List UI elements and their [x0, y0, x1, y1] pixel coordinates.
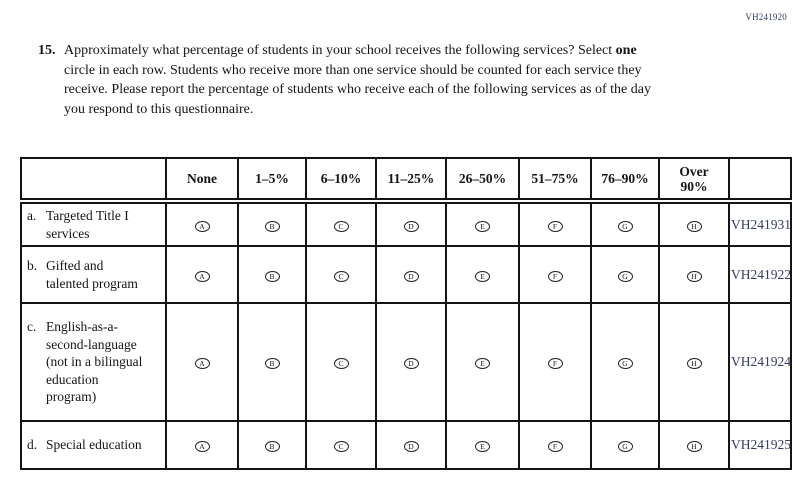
option-cell-g [591, 201, 659, 246]
option-bubble-e[interactable]: E [475, 441, 490, 452]
column-header-label: 6–10% [320, 171, 362, 186]
option-bubble-h[interactable]: H [687, 221, 702, 232]
option-cell-b [238, 421, 306, 469]
option-bubble-a[interactable]: A [195, 358, 210, 369]
option-cell-c [306, 421, 376, 469]
table-header-row [21, 158, 791, 201]
option-cell-f [519, 303, 591, 421]
option-bubble-c[interactable]: C [334, 271, 349, 282]
option-cell-a [166, 201, 238, 246]
option-cell-c [306, 246, 376, 303]
option-cell-g [591, 303, 659, 421]
option-bubble-a[interactable]: A [195, 271, 210, 282]
row-label-text: English-as-a-second-language (not in a bilingual education program) [46, 319, 143, 405]
row-letter: a. [27, 208, 37, 223]
column-header-label: 1–5% [255, 171, 289, 186]
option-cell-f [519, 421, 591, 469]
option-bubble-c[interactable]: C [334, 221, 349, 232]
option-bubble-f[interactable]: F [548, 441, 563, 452]
form-code: VH241920 [745, 12, 787, 22]
option-bubble-a[interactable]: A [195, 441, 210, 452]
option-bubble-a[interactable]: A [195, 221, 210, 232]
option-bubble-h[interactable]: H [687, 271, 702, 282]
question-number: 15. [38, 43, 56, 58]
option-cell-e [446, 201, 519, 246]
row-code: VH241922 [729, 246, 791, 303]
option-cell-h [659, 421, 729, 469]
option-bubble-e[interactable]: E [475, 221, 490, 232]
option-bubble-b[interactable]: B [265, 358, 280, 369]
option-cell-h [659, 246, 729, 303]
option-bubble-g[interactable]: G [618, 271, 633, 282]
option-bubble-b[interactable]: B [265, 271, 280, 282]
option-cell-e [446, 303, 519, 421]
option-bubble-c[interactable]: C [334, 441, 349, 452]
header-code-cell [729, 158, 791, 201]
row-label-cell [21, 303, 166, 421]
option-bubble-g[interactable]: G [618, 358, 633, 369]
row-label-cell [21, 201, 166, 246]
column-header-over-90pct [659, 158, 729, 201]
row-letter: b. [27, 258, 38, 273]
option-bubble-h[interactable]: H [687, 358, 702, 369]
option-cell-b [238, 201, 306, 246]
option-bubble-c[interactable]: C [334, 358, 349, 369]
row-label-text: Special education [46, 437, 142, 453]
option-cell-b [238, 246, 306, 303]
column-header-6-10pct [306, 158, 376, 201]
option-bubble-e[interactable]: E [475, 271, 490, 282]
question-text [64, 41, 656, 119]
question-text-bold-word: one [615, 43, 637, 58]
option-bubble-g[interactable]: G [618, 221, 633, 232]
column-header-label: 76–90% [601, 171, 649, 186]
option-cell-d [376, 303, 446, 421]
option-bubble-d[interactable]: D [404, 271, 419, 282]
column-header-label: 26–50% [458, 171, 507, 186]
table-row-targeted-title-i [21, 201, 791, 246]
option-cell-g [591, 421, 659, 469]
option-bubble-f[interactable]: F [548, 358, 563, 369]
option-cell-h [659, 201, 729, 246]
option-cell-a [166, 303, 238, 421]
option-bubble-b[interactable]: B [265, 221, 280, 232]
column-header-1-5pct [238, 158, 306, 201]
question-block [38, 41, 656, 119]
row-code: VH241925 [729, 421, 791, 469]
option-cell-g [591, 246, 659, 303]
option-cell-d [376, 201, 446, 246]
table-row-special-education [21, 421, 791, 469]
question-text-part2: circle in each row. Students who receive more than one service should be counted for each service they receive. Please report the percentage of students who receive each of the following services as of the day you respond to this questionnaire. [64, 62, 651, 117]
table-row-gifted-talented [21, 246, 791, 303]
services-table [20, 157, 792, 470]
option-cell-b [238, 303, 306, 421]
column-header-76-90pct [591, 158, 659, 201]
row-code: VH241931 [729, 201, 791, 246]
option-cell-e [446, 246, 519, 303]
option-cell-c [306, 303, 376, 421]
column-header-26-50pct [446, 158, 519, 201]
option-bubble-d[interactable]: D [404, 358, 419, 369]
column-header-label: 11–25% [387, 171, 435, 186]
option-bubble-f[interactable]: F [548, 221, 563, 232]
table-corner-cell [21, 158, 166, 201]
option-bubble-h[interactable]: H [687, 441, 702, 452]
question-text-part1: Approximately what percentage of students in your school receives the following services? Select [64, 43, 616, 58]
column-header-11-25pct [376, 158, 446, 201]
row-letter: c. [27, 319, 37, 335]
option-cell-f [519, 246, 591, 303]
row-label-cell [21, 421, 166, 469]
row-label-text: Targeted Title I services [46, 208, 129, 241]
column-header-label: 51–75% [531, 171, 579, 186]
option-bubble-g[interactable]: G [618, 441, 633, 452]
row-code: VH241924 [729, 303, 791, 421]
option-cell-a [166, 421, 238, 469]
option-bubble-d[interactable]: D [404, 441, 419, 452]
option-bubble-e[interactable]: E [475, 358, 490, 369]
table-row-esl [21, 303, 791, 421]
column-header-51-75pct [519, 158, 591, 201]
option-cell-d [376, 246, 446, 303]
option-cell-h [659, 303, 729, 421]
option-cell-a [166, 246, 238, 303]
option-bubble-d[interactable]: D [404, 221, 419, 232]
row-label-cell [21, 246, 166, 303]
option-cell-e [446, 421, 519, 469]
option-bubble-f[interactable]: F [548, 271, 563, 282]
column-header-none [166, 158, 238, 201]
option-cell-c [306, 201, 376, 246]
column-header-label: None [187, 171, 217, 186]
option-cell-d [376, 421, 446, 469]
option-bubble-b[interactable]: B [265, 441, 280, 452]
option-cell-f [519, 201, 591, 246]
row-letter: d. [27, 437, 38, 453]
column-header-label: Over 90% [679, 163, 709, 194]
row-label-text: Gifted and talented program [46, 258, 138, 291]
